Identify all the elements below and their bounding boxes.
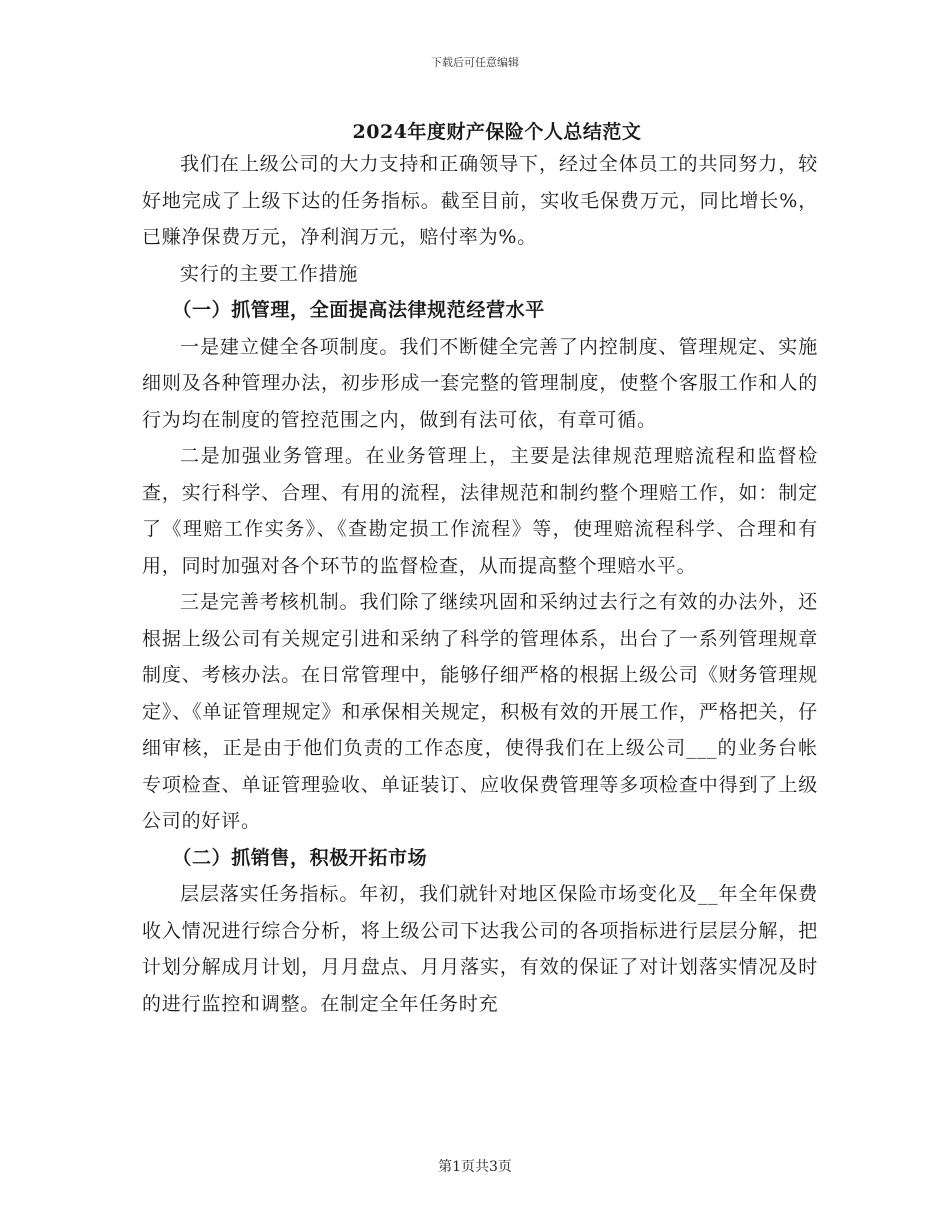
intro-paragraph: 我们在上级公司的大力支持和正确领导下，经过全体员工的共同努力，较好地完成了上级下达的任务指标。截至目前，实收毛保费万元，同比增长%，已赚净保费万元，净利润万元，赔付率为%。 [142,153,818,248]
section-1-paragraph: 三是完善考核机制。我们除了继续巩固和采纳过去行之有效的办法外，还根据上级公司有关规定引进和采纳了科学的管理体系，出台了一系列管理规章制度、考核办法。在日常管理中，能够仔细严格的根据上级公司《财务管理规定》、《单证管理规定》和承保相关规定，积极有效的开展工作，严格把关，仔细审核，正是由于他们负责的工作态度，使得我们在上级公司___的业务台帐专项检查、单证管理验收、单证装订、应收保费管理等多项检查中得到了上级公司的好评。 [142,591,818,832]
section-2-heading: （二）抓销售，积极开拓市场 [172,846,428,869]
measures-label: 实行的主要工作措施 [180,262,359,285]
header-note: 下载后可任意编辑 [431,56,519,69]
section-2-paragraph: 层层落实任务指标。年初，我们就针对地区保险市场变化及__年全年保费收入情况进行综合分析，将上级公司下达我公司的各项指标进行层层分解，把计划分解成月计划，月月盘点、月月落实，有效的保证了对计划落实情况及时的进行监控和调整。在制定全年任务时充 [142,883,818,1015]
page-footer: 第1页共3页 [438,1159,512,1175]
section-1-heading: （一）抓管理，全面提高法律规范经营水平 [172,299,545,321]
document-title: 2024年度财产保险个人总结范文 [352,121,642,143]
section-1-paragraph: 一是建立健全各项制度。我们不断健全完善了内控制度、管理规定、实施细则及各种管理办法，初步形成一套完整的管理制度，使整个客服工作和人的行为均在制度的管控范围之内，做到有法可依，有章可循。 [142,335,818,431]
section-1-paragraph: 二是加强业务管理。在业务管理上，主要是法律规范理赔流程和监督检查，实行科学、合理、有用的流程，法律规范和制约整个理赔工作，如：制定了《理赔工作实务》、《查勘定损工作流程》等，使理赔流程科学、合理和有用，同时加强对各个环节的监督检查，从而提高整个理赔水平。 [142,445,818,577]
document-body [142,146,818,1022]
